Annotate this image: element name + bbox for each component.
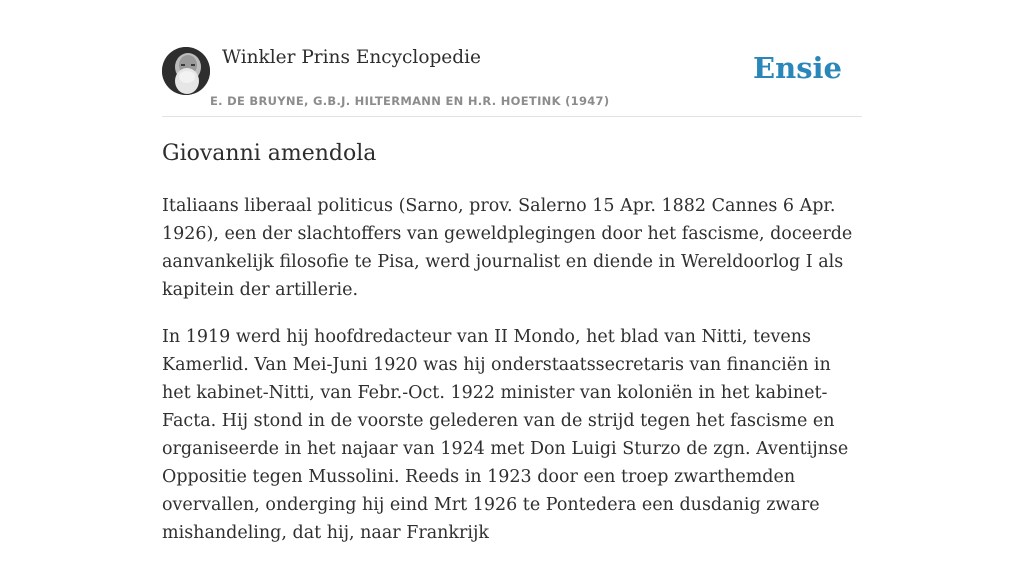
avatar[interactable]: [162, 47, 210, 95]
article-paragraph: Italiaans liberaal politicus (Sarno, prov. Salerno 15 Apr. 1882 Cannes 6 Apr. 1926), een der slachtoffers van geweldplegingen door het fascisme, doceerde aanvankelijk filosofie te Pisa, werd journalist en diende in Wereldoorlog I als kapitein der artillerie.: [162, 196, 853, 300]
brand-logo-link[interactable]: Ensie: [753, 51, 842, 85]
article-paragraph: In 1919 werd hij hoofdredacteur van II Mondo, het blad van Nitti, tevens Kamerlid. Van Mei-Juni 1920 was hij onderstaatssecretaris van financiën in het kabinet-Nitti, van Febr.-Oct. 1922 minister van koloniën in het kabinet-Facta. Hij stond in de voorste gelederen van de strijd tegen het fascisme en organiseerde in het najaar van 1924 met Don Luigi Sturzo de zgn. Aventijnse Oppositie tegen Mussolini. Reeds in 1923 door een troep zwarthemden overvallen, onderging hij eind Mrt 1926 te Pontedera een dusdanig zware mishandeling, dat hij, naar Frankrijk: [162, 327, 849, 543]
article-body: [162, 192, 862, 566]
bearded-man-portrait-icon: [162, 47, 210, 95]
publication-title[interactable]: Winkler Prins Encyclopedie: [222, 47, 481, 68]
site-header: [162, 0, 862, 117]
article-title: Giovanni amendola: [162, 141, 377, 166]
publication-authors: E. DE BRUYNE, G.B.J. HILTERMANN EN H.R. HOETINK (1947): [210, 94, 610, 108]
